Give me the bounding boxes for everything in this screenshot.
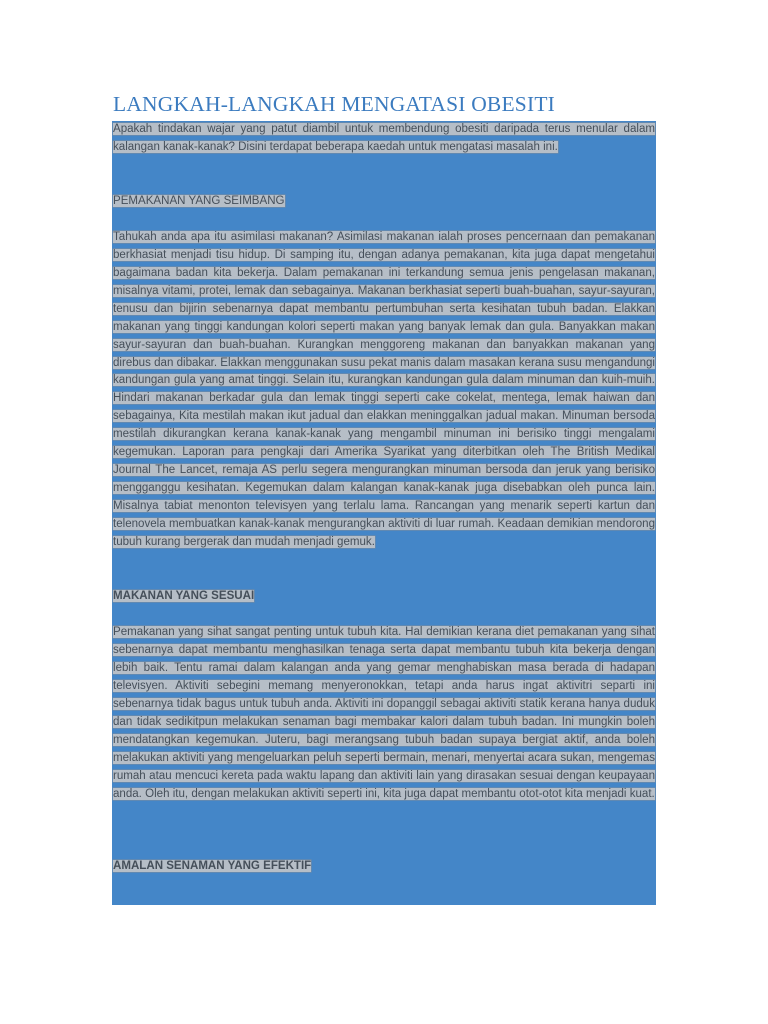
section-heading-pemakanan: PEMAKANAN YANG SEIMBANG [113, 194, 285, 207]
section-heading-senaman: AMALAN SENAMAN YANG EFEKTIF [113, 859, 312, 872]
document-body[interactable] [113, 121, 655, 875]
section-heading-makanan: MAKANAN YANG SESUAI [113, 590, 255, 603]
section-body-pemakanan: Tahukah anda apa itu asimilasi makanan? Asimilasi makanan ialah proses pencernaan dan pemakanan berkhasiat menjadi tisu hidup. Di samping itu, dengan adanya pemakanan, kita juga dapat mengetahui bagaimana badan kita bekerja. Dalam pemakanan ini terkandung semua jenis pengelasan makanan, misalnya vitami, protei, lemak dan sebagainya. Makanan berkhasiat seperti buah-buahan, sayur-sayuran, tenusu dan bijirin sebenarnya dapat membantu pertumbuhan serta kesihatan tubuh badan. Elakkan makanan yang tinggi kandungan kolori seperti makan yang banyak lemak dan gula. Banyakkan makan sayur-sayuran dan buah-buahan. Kurangkan menggoreng makanan dan banyakkan makanan yang direbus dan dibakar. Elakkan menggunakan susu pekat manis dalam masakan kerana susu mengandungi kandungan gula yang amat tinggi. Selain itu, kurangkan kandungan gula dalam minuman dan kuih-muih. Hindari makanan berkadar gula dan lemak tinggi seperti cake cokelat, mentega, lemak haiwan dan sebagainya, Kita mestilah makan ikut jadual dan elakkan meninggalkan jadual makan. Minuman bersoda mestilah dikurangkan kerana kanak-kanak yang mengambil minuman ini berisiko tinggi mengalami kegemukan. Laporan para pengkaji dari Amerika Syarikat yang diterbitkan oleh The British Medikal Journal The Lancet, remaja AS perlu segera mengurangkan minuman bersoda dan jeruk yang berisiko mengganggu kesihatan. Kegemukan dalam kalangan kanak-kanak juga disebabkan oleh punca lain. Misalnya tabiat menonton televisyen yang terlalu lama. Rancangan yang menarik seperti kartun dan telenovela membuatkan kanak-kanak mengurangkan aktiviti di luar rumah. Keadaan demikian mendorong tubuh kurang bergerak dan mudah menjadi gemuk. [113, 230, 655, 549]
intro-paragraph: Apakah tindakan wajar yang patut diambil untuk membendung obesiti daripada terus menular dalam kalangan kanak-kanak? Disini terdapat beberapa kaedah untuk mengatasi masalah ini. [113, 123, 655, 153]
document-title: LANGKAH-LANGKAH MENGATASI OBESITI [113, 92, 556, 116]
section-body-makanan: Pemakanan yang sihat sangat penting untuk tubuh kita. Hal demikian kerana diet pemakanan yang sihat sebenarnya dapat membantu menghasilkan tenaga serta dapat membantu tubuh kita bekerja dengan lebih baik. Tentu ramai dalam kalangan anda yang gemar menghabiskan masa berada di hadapan televisyen. Aktiviti sebegini memang menyeronokkan, tetapi anda harus ingat aktivitri separti ini sebenarnya tidak bagus untuk tubuh anda. Aktiviti ini dopanggil sebagai aktiviti statik kerana hanya duduk dan tidak sedikitpun melakukan senaman bagi membakar kalori dalam tubuh badan. Ini mungkin boleh mendatangkan kegemukan. Juteru, bagi merangsang tubuh badan supaya bergiat aktif, anda boleh melakukan aktiviti yang mengeluarkan peluh seperti bermain, menari, menyertai acara sukan, mengemas rumah atau mencuci kereta pada waktu lapang dan aktiviti lain yang dirasakan sesuai dengan keupayaan anda. Oleh itu, dengan melakukan aktiviti seperti ini, kita juga dapat membantu otot-otot kita menjadi kuat. [113, 625, 655, 800]
